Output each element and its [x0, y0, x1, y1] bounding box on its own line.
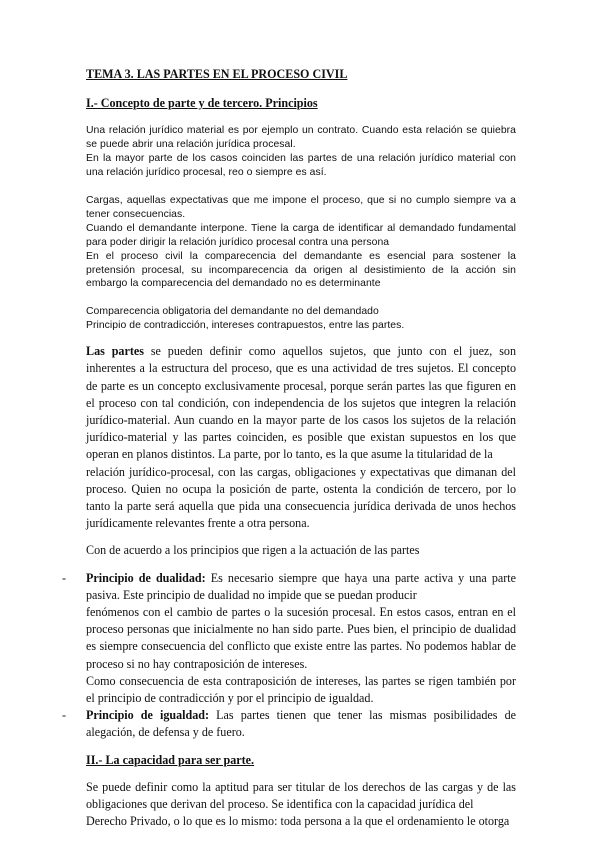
note-paragraph: Cargas, aquellas expectativas que me impone el proceso, que si no cumplo siempre va a tener consecuencias.: [86, 195, 516, 220]
notes-block-1: [86, 124, 516, 180]
list-item-dualidad: [62, 570, 516, 708]
dualidad-text: Es necesario siempre que haya una parte activa y una parte pasiva. Este principio de dualidad no impide que se puedan producir: [86, 570, 516, 602]
note-paragraph: Principio de contradicción, intereses contrapuestos, entre las partes.: [86, 320, 405, 332]
partes-text: se pueden definir como aquellos sujetos, que junto con el juez, son inherentes a la estructura del proceso, que es una actividad de tres sujetos. El concepto de parte es un concepto exclusivamente procesal, porque serán partes las que figuren en el proceso con tal condición, con independencia de los sujetos que integren la relación jurídico-material. Aun cuando en la mayor parte de los casos los sujetos de la relación jurídico-material y las partes coinciden, es posible que existan supuestos en los que operan en planos distintos. La parte, por lo tanto, es la que asume la titularidad de la: [86, 344, 517, 462]
notes-block-2: [86, 194, 516, 291]
capacidad-text-continued: Derecho Privado, o lo que es lo mismo: toda persona a la que el ordenamiento le otorga: [86, 814, 510, 829]
page-title: TEMA 3. LAS PARTES EN EL PROCESO CIVIL: [86, 67, 348, 81]
igualdad-lead: Principio de igualdad:: [86, 708, 210, 723]
section-heading-1: I.- Concepto de parte y de tercero. Principios: [86, 96, 318, 111]
section-heading-2: II.- La capacidad para ser parte.: [86, 752, 255, 767]
dualidad-text-continued: fenómenos con el cambio de partes o la sucesión procesal. En estos casos, entran en el proceso personas que inicialmente no han sido parte. Pues bien, el principio de dualidad es siempre consecuencia del conflicto que existe entre las partes. No podemos hablar de proceso si no hay contraposición de intereses.: [86, 605, 516, 671]
dualidad-lead: Principio de dualidad:: [86, 570, 206, 585]
list-item-igualdad: [62, 707, 516, 741]
note-paragraph: En el proceso civil la comparecencia del demandante es esencial para sostener la pretensión procesal, su incomparecencia da origen al desistimiento de la acción sin embargo la comparecencia del demandado no es determinante: [86, 250, 516, 290]
notes-block-3: [86, 305, 516, 333]
note-paragraph: Cuando el demandante interpone. Tiene la carga de identificar al demandado fundamental para poder dirigir la relación jurídico procesal contra una persona: [86, 222, 516, 248]
capacidad-text: Se puede definir como la aptitud para ser titular de los derechos de las cargas y de las obligaciones que derivan del proceso. Se identifica con la capacidad jurídica del: [86, 779, 516, 812]
partes-paragraph: [86, 343, 516, 532]
partes-text-continued: relación jurídico-procesal, con las cargas, obligaciones y expectativas que dimanan del proceso. Quien no ocupa la posición de parte, ostenta la condición de tercero, por lo tanto la parte será aquella que pida una consecuencia jurídica derivada de unos hechos jurídicamente relevantes frente a otra persona.: [86, 464, 516, 531]
note-paragraph: Una relación jurídico material es por ejemplo un contrato. Cuando esta relación se quiebra se puede abrir una relación jurídica procesal.: [86, 125, 516, 151]
note-paragraph: Comparecencia obligatoria del demandante no del demandado: [86, 306, 379, 318]
partes-lead: Las partes: [86, 344, 144, 359]
page-content: [62, 66, 517, 830]
capacidad-paragraph: [86, 779, 516, 831]
dualidad-text-consequence: Como consecuencia de esta contraposición de intereses, las partes se rigen también por el principio de contradicción y por el principio de igualdad.: [86, 673, 516, 706]
bullet-dash: -: [62, 570, 67, 585]
note-paragraph: En la mayor parte de los casos coinciden las partes de una relación jurídico material con una relación jurídico procesal, reo o siempre es así.: [86, 153, 516, 179]
principios-intro: Con de acuerdo a los principios que rigen a la actuación de las partes: [86, 543, 420, 558]
bullet-dash: -: [62, 708, 67, 723]
igualdad-text: Las partes tienen que tener las mismas posibilidades de alegación, de defensa y de fuero.: [86, 708, 516, 740]
